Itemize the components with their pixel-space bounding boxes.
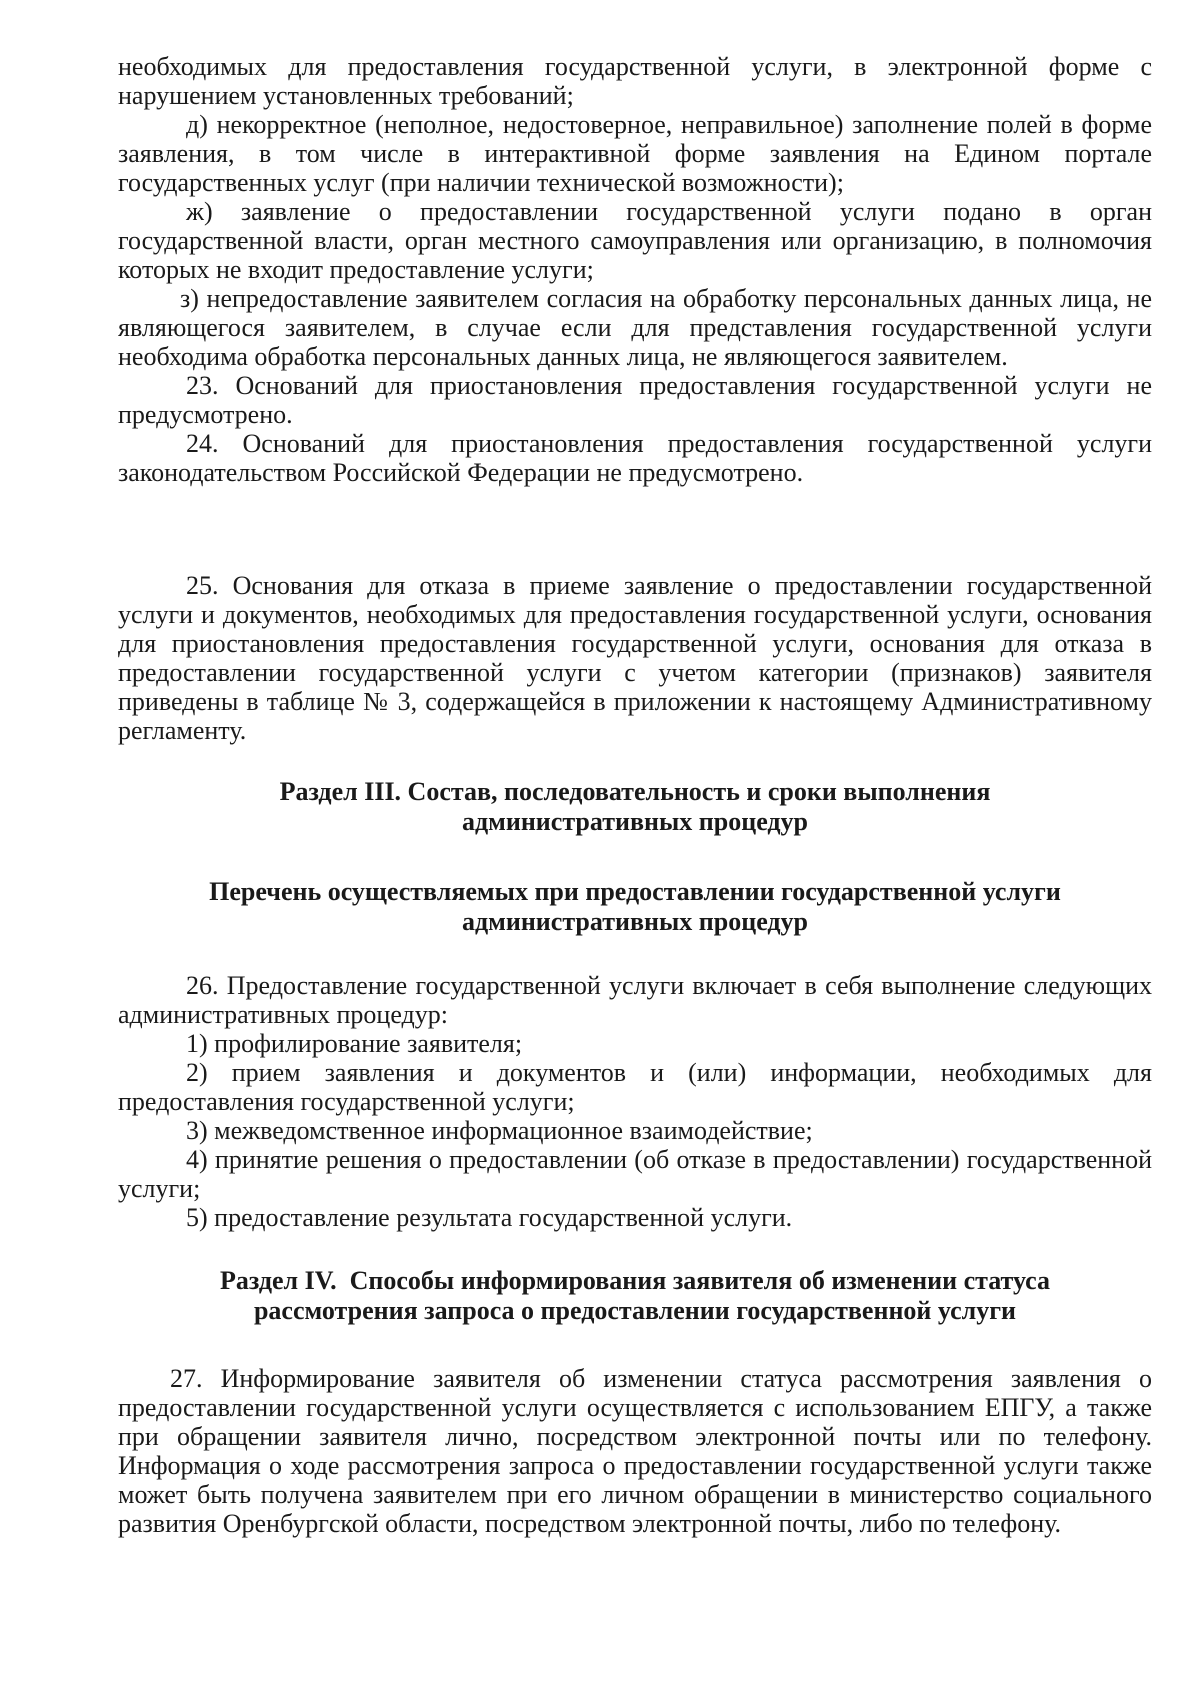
procedure-item-3: 3) межведомственное информационное взаимодействие; [186,1116,813,1145]
section-3-heading [118,777,1152,837]
paragraph-item-zh: ж) заявление о предоставлении государственной услуги подано в орган государственной власти, орган местного самоуправления или организацию, в полномочия которых не входит предоставление услуги; [118,197,1152,284]
procedure-item-5: 5) предоставление результата государственной услуги. [186,1203,793,1232]
procedures-list-heading [118,877,1152,937]
section-4-heading [118,1266,1152,1326]
paragraph-26: 26. Предоставление государственной услуги включает в себя выполнение следующих административных процедур: [118,971,1152,1029]
procedure-item-2: 2) прием заявления и документов и (или) информации, необходимых для предоставления государственной услуги; [118,1058,1152,1116]
procedures-list-heading-line-1: Перечень осуществляемых при предоставлении государственной услуги [209,877,1061,906]
section-4-heading-line-2: рассмотрения запроса о предоставлении государственной услуги [253,1296,1017,1325]
paragraph-item-z: з) непредоставление заявителем согласия на обработку персональных данных лица, не являющегося заявителем, в случае если для представления государственной услуги необходима обработка персональных данных лица, не являющегося заявителем. [118,284,1152,371]
paragraph-27: 27. Информирование заявителя об изменении статуса рассмотрения заявления о предоставлении государственной услуги осуществляется с использованием ЕПГУ, а также при обращении заявителя лично, посредством электронной почты или по телефону. Информация о ходе рассмотрения запроса о предоставлении государственной услуги также может быть получена заявителем при его личном обращении в министерство социального развития Оренбургской области, посредством электронной почты, либо по телефону. [118,1364,1152,1538]
section-4-heading-line-1: Раздел IV. Способы информирования заявителя об изменении статуса [219,1266,1051,1295]
paragraph-24: 24. Оснований для приостановления предоставления государственной услуги законодательством Российской Федерации не предусмотрено. [118,429,1152,487]
procedures-list-heading-line-2: административных процедур [461,907,809,936]
paragraph-continuation: необходимых для предоставления государственной услуги, в электронной форме с нарушением установленных требований; [118,52,1152,110]
procedure-item-1: 1) профилирование заявителя; [186,1029,523,1058]
paragraph-item-d: д) некорректное (неполное, недостоверное, неправильное) заполнение полей в форме заявления, в том числе в интерактивной форме заявления на Едином портале государственных услуг (при наличии технической возможности); [118,110,1152,197]
section-3-heading-line-1: Раздел III. Состав, последовательность и сроки выполнения [279,777,991,806]
paragraph-23: 23. Оснований для приостановления предоставления государственной услуги не предусмотрено. [118,371,1152,429]
paragraph-25: 25. Основания для отказа в приеме заявление о предоставлении государственной услуги и документов, необходимых для предоставления государственной услуги, основания для приостановления предоставления государственной услуги, основания для отказа в предоставлении государственной услуги с учетом категории (признаков) заявителя приведены в таблице № 3, содержащейся в приложении к настоящему Административному регламенту. [118,571,1152,745]
procedure-item-4: 4) принятие решения о предоставлении (об отказе в предоставлении) государственной услуги; [118,1145,1152,1203]
section-3-heading-line-2: административных процедур [461,807,809,836]
